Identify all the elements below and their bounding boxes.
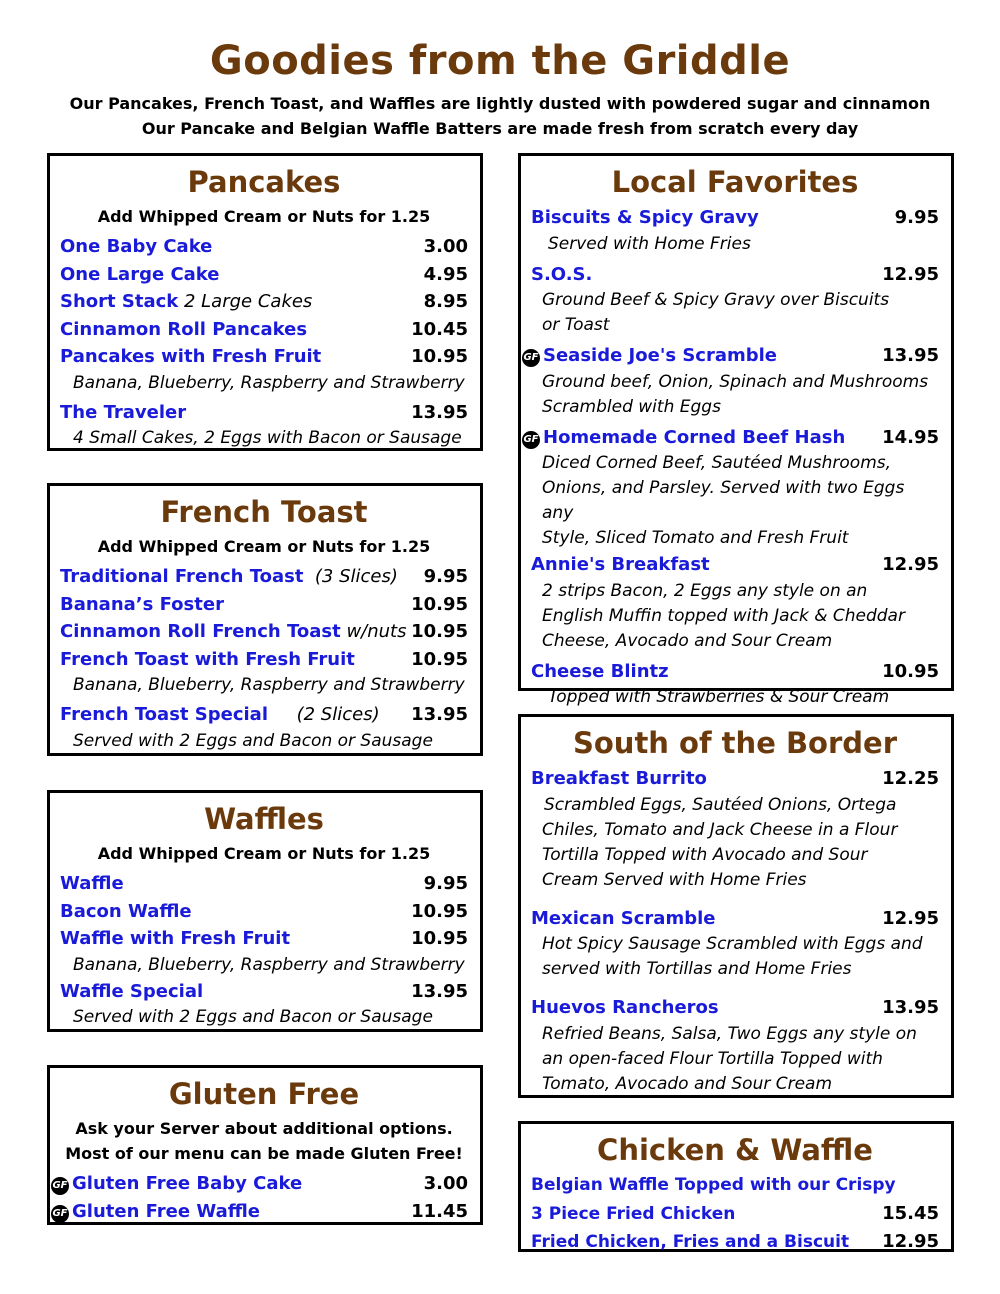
item-price: 13.95 (411, 980, 468, 1002)
menu-item (60, 563, 468, 591)
item-description: Banana, Blueberry, Raspberry and Strawberry (73, 372, 465, 393)
section-note: Most of our menu can be made Gluten Free! (65, 1144, 463, 1163)
item-name: S.O.S. (531, 263, 593, 285)
item-description: an open-faced Flour Tortilla Topped with (542, 1048, 883, 1069)
item-description: Banana, Blueberry, Raspberry and Strawberry (73, 675, 465, 695)
item-description: Hot Spicy Sausage Scrambled with Eggs and (542, 934, 923, 954)
menu-item (60, 701, 468, 729)
item-name: Seaside Joe's Scramble (543, 345, 777, 366)
item-description: Refried Beans, Salsa, Two Eggs any style on (542, 1023, 917, 1044)
item-price: 12.95 (882, 263, 939, 285)
item-price: 13.95 (411, 401, 468, 423)
menu-item (531, 204, 939, 232)
menu-item (531, 551, 939, 579)
menu-item (60, 646, 468, 674)
gluten-free-icon: GF (522, 431, 540, 449)
item-name: Cinnamon Roll French Toast (60, 621, 341, 642)
item-description: Onions, and Parsley. Served with two Eggs any (542, 478, 905, 523)
item-detail: (3 Slices) (314, 566, 398, 587)
item-description: served with Tortillas and Home Fries (542, 959, 852, 979)
item-name: Homemade Corned Beef Hash (543, 426, 846, 448)
menu-item (60, 316, 468, 344)
gluten-free-icon: GF (522, 349, 540, 367)
item-description: Style, Sliced Tomato and Fresh Fruit (542, 528, 849, 548)
item-description: Scrambled with Eggs (542, 396, 721, 417)
menu-item (60, 978, 468, 1006)
section-title: South of the Border (572, 726, 898, 760)
waffles-section (47, 790, 483, 1032)
menu-item (531, 1228, 939, 1257)
item-description: Cream Served with Home Fries (542, 869, 807, 890)
item-price: 10.95 (411, 593, 468, 615)
item-price: 13.95 (882, 345, 939, 366)
menu-item (60, 870, 468, 898)
item-name: Waffle (60, 873, 124, 894)
item-name: Annie's Breakfast (531, 554, 710, 575)
item-price: 13.95 (411, 704, 468, 725)
item-price: 12.95 (882, 907, 939, 929)
item-name: Traditional French Toast (60, 566, 304, 587)
menu-item (52, 1198, 468, 1226)
gluten-free-icon: GF (51, 1205, 69, 1223)
section-note: Add Whipped Cream or Nuts for 1.25 (97, 844, 431, 863)
item-name: French Toast Special (60, 704, 268, 725)
section-title: Local Favorites (611, 165, 859, 199)
section-title: French Toast (160, 495, 368, 529)
menu-item (60, 618, 468, 646)
menu-item (60, 261, 468, 289)
item-price: 13.95 (882, 997, 939, 1018)
item-name: Fried Chicken, Fries and a Biscuit (531, 1232, 850, 1252)
item-price: 4.95 (423, 263, 468, 285)
menu-item (531, 765, 939, 793)
item-description: Ground beef, Onion, Spinach and Mushrooms (542, 371, 929, 392)
item-price: 11.45 (411, 1200, 468, 1222)
pancakes-section (47, 153, 483, 451)
item-price: 10.95 (411, 928, 468, 949)
gluten-free-icon: GF (51, 1177, 69, 1195)
item-price: 8.95 (423, 291, 468, 312)
item-name: Waffle with Fresh Fruit (60, 928, 291, 949)
gluten-free-section (47, 1065, 483, 1225)
item-price: 12.95 (882, 554, 939, 575)
item-name: 3 Piece Fried Chicken (531, 1203, 736, 1224)
item-description: Tomato, Avocado and Sour Cream (542, 1073, 833, 1094)
item-price: 10.95 (882, 660, 939, 682)
item-description: Tortilla Topped with Avocado and Sour (542, 844, 868, 865)
menu-item (60, 898, 468, 926)
header-note-1: Our Pancakes, French Toast, and Waffles are lightly dusted with powdered sugar and cinnamon (69, 94, 931, 113)
item-name: Gluten Free Waffle (72, 1200, 261, 1222)
item-price: 9.95 (423, 873, 468, 894)
item-name: French Toast with Fresh Fruit (60, 648, 355, 670)
item-description: Served with 2 Eggs and Bacon or Sausage (73, 1007, 433, 1027)
item-price: 12.25 (882, 768, 939, 789)
item-price: 3.00 (423, 236, 468, 257)
item-name: Pancakes with Fresh Fruit (60, 346, 322, 367)
section-note: Ask your Server about additional options. (75, 1119, 453, 1138)
item-name: Gluten Free Baby Cake (72, 1173, 303, 1194)
menu-item (60, 591, 468, 619)
menu-item (523, 342, 939, 370)
item-price: 14.95 (882, 426, 939, 448)
item-price: 10.95 (411, 900, 468, 922)
menu-item (60, 288, 468, 316)
section-title: Pancakes (187, 165, 341, 199)
item-description: Served with Home Fries (548, 233, 751, 254)
item-price: 12.95 (882, 1231, 939, 1252)
chicken-and-waffle-section (518, 1121, 954, 1252)
item-description: Topped with Strawberries & Sour Cream (548, 687, 890, 707)
section-note: Add Whipped Cream or Nuts for 1.25 (97, 207, 431, 226)
item-name: Cinnamon Roll Pancakes (60, 318, 308, 340)
menu-item-line (531, 1172, 939, 1200)
item-description: 4 Small Cakes, 2 Eggs with Bacon or Sausage (73, 428, 462, 448)
item-name: One Baby Cake (60, 236, 213, 257)
item-price: 10.95 (411, 621, 468, 642)
item-name: Biscuits & Spicy Gravy (531, 207, 759, 228)
item-name: The Traveler (60, 401, 187, 423)
menu-item (531, 658, 939, 686)
item-name: Waffle Special (60, 980, 204, 1002)
menu-item (60, 399, 468, 427)
local-favorites-section (518, 153, 954, 707)
item-detail: 2 Large Cakes (183, 291, 313, 312)
item-description: Ground Beef & Spicy Gravy over Biscuits (542, 290, 890, 310)
menu-item (531, 905, 939, 933)
menu-item (531, 1200, 939, 1229)
item-price: 9.95 (423, 566, 468, 587)
item-name: Bacon Waffle (60, 900, 192, 922)
item-description: 2 strips Bacon, 2 Eggs any style on an (542, 580, 868, 601)
item-name: Short Stack (60, 291, 179, 312)
item-name: Belgian Waffle Topped with our Crispy (531, 1175, 896, 1195)
item-price: 10.45 (411, 318, 468, 340)
item-description: Served with 2 Eggs and Bacon or Sausage (73, 730, 433, 751)
item-name: Huevos Rancheros (531, 997, 719, 1018)
page-title: Goodies from the Griddle (209, 38, 791, 84)
french-toast-section (47, 483, 483, 756)
section-note: Add Whipped Cream or Nuts for 1.25 (97, 537, 431, 556)
item-description: Scrambled Eggs, Sautéed Onions, Ortega (544, 794, 897, 815)
item-price: 10.95 (411, 346, 468, 367)
south-of-the-border-section (518, 714, 954, 1098)
item-name: Mexican Scramble (531, 907, 716, 929)
menu-item (60, 343, 468, 371)
item-description: Diced Corned Beef, Sautéed Mushrooms, (542, 453, 892, 473)
header-note-2: Our Pancake and Belgian Waffle Batters are made fresh from scratch every day (141, 119, 859, 138)
menu-item (52, 1170, 468, 1198)
item-name: One Large Cake (60, 263, 220, 285)
item-description: English Muffin topped with Jack & Cheddar (542, 605, 905, 626)
section-title: Chicken & Waffle (597, 1133, 873, 1167)
item-detail: w/nuts (346, 621, 407, 642)
menu-item (60, 233, 468, 261)
item-name: Cheese Blintz (531, 660, 669, 682)
menu-item (523, 424, 939, 452)
section-title: Waffles (204, 802, 324, 836)
item-name: Breakfast Burrito (531, 768, 707, 789)
item-price: 15.45 (882, 1202, 939, 1224)
item-price: 10.95 (411, 648, 468, 670)
menu-item (531, 261, 939, 289)
item-price: 9.95 (894, 207, 939, 228)
item-description: Cheese, Avocado and Sour Cream (542, 630, 833, 651)
menu-item (60, 925, 468, 953)
item-price: 3.00 (423, 1173, 468, 1194)
menu-item (531, 994, 939, 1022)
section-title: Gluten Free (168, 1077, 360, 1111)
item-description: Chiles, Tomato and Jack Cheese in a Flour (542, 819, 898, 840)
item-description: or Toast (542, 315, 610, 335)
item-name: Banana’s Foster (60, 593, 224, 615)
item-description: Banana, Blueberry, Raspberry and Strawberry (73, 954, 465, 975)
item-detail: (2 Slices) (296, 704, 380, 725)
